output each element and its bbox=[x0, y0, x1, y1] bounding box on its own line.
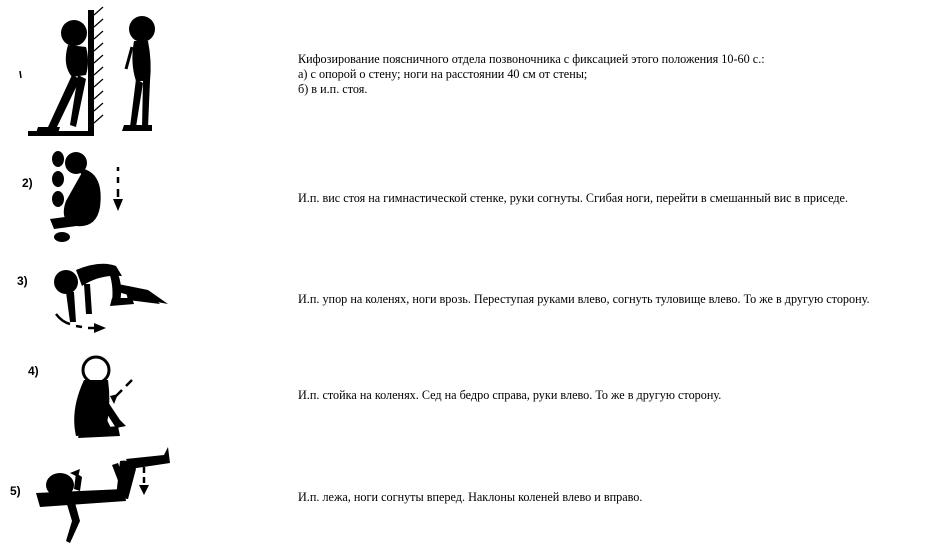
exercise-1-line-1: Кифозирование поясничного отдела позвоночника с фиксацией этого положения 10-60 с.: bbox=[298, 52, 765, 66]
exercise-1-line-2: а) с опорой о стену; ноги на расстоянии 40 см от стены; bbox=[298, 67, 588, 81]
exercise-4-number: 4) bbox=[28, 364, 39, 378]
exercise-5-description bbox=[298, 490, 928, 505]
figure-kneeling-sit-icon bbox=[0, 350, 200, 442]
exercise-4-figure bbox=[0, 350, 200, 442]
exercise-1-line-3: б) в и.п. стоя. bbox=[298, 82, 368, 96]
figure-kneeling-support-icon bbox=[0, 252, 200, 340]
exercise-4-description bbox=[298, 388, 928, 403]
exercise-3-description bbox=[298, 292, 928, 307]
exercise-2-figure bbox=[0, 145, 200, 245]
exercise-1-figure bbox=[0, 5, 200, 140]
exercise-5-number: 5) bbox=[10, 484, 21, 498]
exercise-3-line-1: И.п. упор на коленях, ноги врозь. Переступая руками влево, согнуть туловище влево. То же в другую сторону. bbox=[298, 292, 870, 306]
exercise-5-line-1: И.п. лежа, ноги согнуты вперед. Наклоны коленей влево и вправо. bbox=[298, 490, 643, 504]
exercise-3-figure bbox=[0, 252, 200, 340]
exercise-4-line-1: И.п. стойка на коленях. Сед на бедро справа, руки влево. То же в другую сторону. bbox=[298, 388, 722, 402]
figure-wall-bars-hang-icon bbox=[0, 145, 200, 245]
exercise-3-number: 3) bbox=[17, 274, 28, 288]
exercise-2-line-1: И.п. вис стоя на гимнастической стенке, руки согнуты. Сгибая ноги, перейти в смешанный вис в приседе. bbox=[298, 191, 848, 205]
exercise-2-description bbox=[298, 191, 928, 206]
figure-wall-lean-icon bbox=[0, 5, 200, 140]
exercise-1-description bbox=[298, 52, 928, 97]
exercise-5-figure bbox=[0, 443, 200, 549]
exercise-2-number: 2) bbox=[22, 176, 33, 190]
figure-lying-knees-icon bbox=[0, 443, 200, 549]
